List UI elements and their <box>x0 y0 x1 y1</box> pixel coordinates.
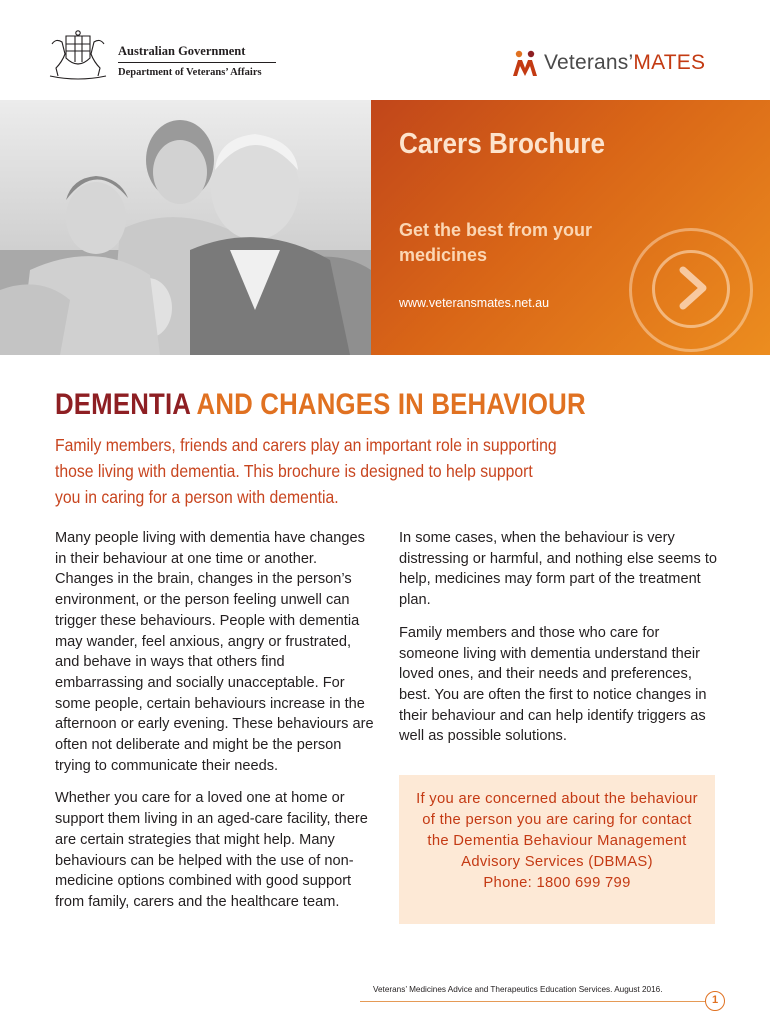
brand-apostrophe: ’ <box>628 51 634 74</box>
family-photo <box>0 100 371 355</box>
page-number: 1 <box>705 991 725 1011</box>
brochure-subtitle: Get the best from your medicines <box>399 220 593 265</box>
brochure-title: Carers Brochure <box>399 128 605 160</box>
callout-phone: Phone: 1800 699 799 <box>483 875 631 891</box>
paragraph: Whether you care for a loved one at home or support them living in an aged-care facility, there are certain strategies that might help. Many behaviours can be helped with the use of non-medicine options combined with good support from family, carers and the healthcare team. <box>55 790 368 910</box>
left-column <box>55 528 377 913</box>
website-link[interactable]: www.veteransmates.net.au <box>399 296 550 310</box>
contact-callout <box>399 775 715 924</box>
government-logo <box>44 30 276 82</box>
paragraph: Many people living with dementia have changes in their behaviour at one time or another. Changes in the brain, changes in the person’s environment, or the person feeling unwell can trigger these behaviours. People with dementia may wander, feel anxious, angry or frustrated, and behave in ways that others find embarrassing and socially unacceptable. For some people, certain behaviours increase in the afternoon or early evening. These behaviours are often not deliberate and might be the person trying to communicate their needs. <box>55 530 374 774</box>
hero-banner <box>0 100 770 355</box>
paragraph: Family members and those who care for someone living with dementia understand their loved ones, and their needs and preferences, best. You are often the first to notice changes in their behaviour and can help identify triggers as well as possible solutions. <box>399 624 707 745</box>
hero-panel <box>371 100 770 355</box>
department-name: Department of Veterans’ Affairs <box>118 67 262 78</box>
chevron-right-icon <box>663 258 723 318</box>
government-name: Australian Government <box>118 44 276 63</box>
family-photo-illustration <box>0 100 371 355</box>
paragraph: In some cases, when the behaviour is very distressing or harmful, and nothing else seems to help, medicines may form part of the treatment plan. <box>399 530 717 609</box>
footer-divider <box>360 1001 712 1002</box>
veterans-mates-logo <box>510 48 705 78</box>
article-title <box>55 388 586 422</box>
brand-prefix: Veterans <box>544 51 629 74</box>
article-title-part2: AND CHANGES IN BEHAVIOUR <box>196 388 586 421</box>
footer-credit: Veterans’ Medicines Advice and Therapeutics Education Services. August 2016. <box>373 985 663 994</box>
right-column <box>399 528 721 747</box>
coat-of-arms-icon <box>44 30 112 82</box>
page-header <box>0 0 770 100</box>
article-title-part1: DEMENTIA <box>55 388 191 421</box>
people-icon <box>510 48 540 78</box>
article-intro: Family members, friends and carers play an important role in supporting those living with dementia. This brochure is designed to help support you in caring for a person with dementia. <box>55 435 557 507</box>
callout-message: If you are concerned about the behaviour of the person you are caring for contact the Dementia Behaviour Management Advisory Services (DBMAS) <box>416 791 698 870</box>
brand-suffix: MATES <box>633 51 706 74</box>
